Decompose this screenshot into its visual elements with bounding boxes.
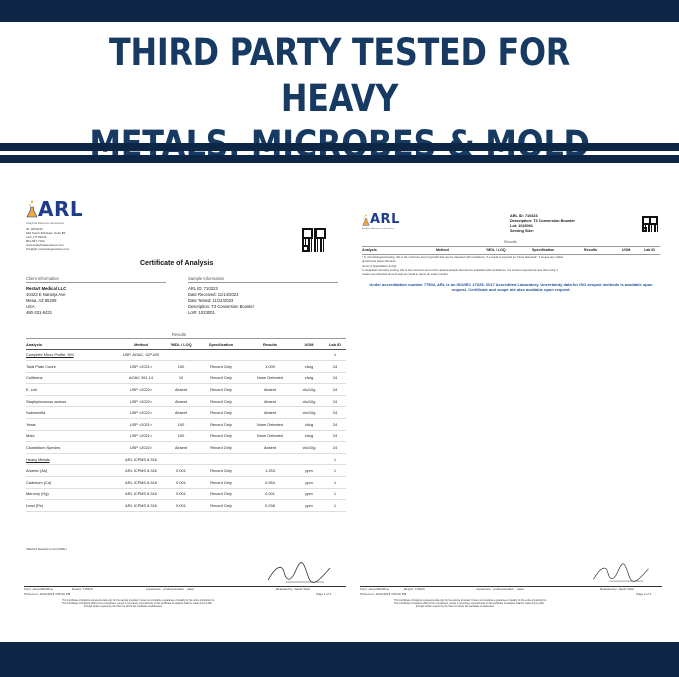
table-cell-analysis: Arsenic (As) <box>26 465 116 477</box>
table-cell-analysis: Staphylococcus aureus <box>26 395 116 407</box>
table-row <box>26 477 346 489</box>
table-cell-uom: ppm <box>294 477 324 489</box>
table-cell-mdl: 0.001 <box>166 477 196 489</box>
sample-heading: Sample Information <box>188 276 225 281</box>
table-cell-mdl: 100 <box>166 419 196 431</box>
table-row <box>26 430 346 442</box>
table-cell-spec: Record Only <box>196 372 246 384</box>
table-cell-spec: Record Only <box>196 477 246 489</box>
table-cell-uom: ppm <box>294 500 324 512</box>
flask-icon <box>26 200 38 218</box>
table-cell-spec: Record Only <box>196 407 246 419</box>
bottom-band <box>0 642 679 677</box>
table-cell-result: 0.001 <box>246 488 294 500</box>
headline-line-1: THIRD PARTY TESTED FOR HEAVY <box>108 31 570 120</box>
table-cell-method: ARL ICPMS 8.316 <box>116 500 166 512</box>
results-heading: Results <box>172 332 186 337</box>
table-cell-lab: 1 <box>324 500 346 512</box>
table-cell-method: USP <2022> <box>116 442 166 454</box>
table-cell-analysis: Total Plate Count <box>26 361 116 373</box>
table-row <box>26 465 346 477</box>
table-row <box>26 372 346 384</box>
table-cell-uom: cfu/10g <box>294 395 324 407</box>
table-cell-method: ARL ICPMS 8.316 <box>116 453 166 465</box>
table-row <box>26 361 346 373</box>
table-cell-mdl: Absent <box>166 407 196 419</box>
table-cell-method: ARL ICPMS 8.316 <box>116 488 166 500</box>
table-cell-result: Absent <box>246 384 294 396</box>
results-header-row: Analysis Method ¹MDL / LOQ Specification Results UOM Lab ID <box>26 341 346 349</box>
table-cell-result: Absent <box>246 407 294 419</box>
table-cell-result <box>246 349 294 361</box>
table-cell-mdl: Absent <box>166 395 196 407</box>
flask-icon <box>362 214 370 226</box>
table-cell-lab: 1 <box>324 465 346 477</box>
table-cell-mdl: Absent <box>166 384 196 396</box>
motto: experience · professionalism · value <box>146 587 195 591</box>
table-cell-lab: 24 <box>324 419 346 431</box>
table-cell-method: USP <2021> <box>116 430 166 442</box>
table-cell-method: USP <2022> <box>116 384 166 396</box>
table-cell-uom: cfu/10g <box>294 384 324 396</box>
table-cell-spec: Record Only <box>196 465 246 477</box>
table-cell-mdl: 100 <box>166 430 196 442</box>
table-cell-lab: 24 <box>324 407 346 419</box>
table-cell-mdl: Absent <box>166 442 196 454</box>
table-cell-analysis: Yeast <box>26 419 116 431</box>
document-title: Certificate of Analysis <box>140 260 214 267</box>
table-cell-analysis: Complete Micro Profile, HM <box>26 349 116 361</box>
table-cell-spec: Record Only <box>196 500 246 512</box>
results-table <box>26 341 346 512</box>
table-cell-uom: cfu/g <box>294 361 324 373</box>
released-by: Released by: Jacob Teller <box>276 587 311 591</box>
released-by: Released by: Jacob Teller <box>600 587 635 591</box>
arl-logo: ARL <box>362 214 400 226</box>
table-cell-lab: 24 <box>324 395 346 407</box>
table-cell-spec: Record Only <box>196 488 246 500</box>
logo-tagline: Analytical Resource Laboratories <box>26 222 65 225</box>
table-cell-spec: Record Only <box>196 395 246 407</box>
table-cell-method: USP <2021> <box>116 419 166 431</box>
table-cell-mdl <box>166 453 196 465</box>
table-cell-spec: Record Only <box>196 430 246 442</box>
accreditation-note: Under accreditation number 77504, ARL is an ISO/IEC 17025: 2017 Accredited Laboratory. Uncertainty data for ISO-scoped methods is available upon request. Certificate and scope are also available upon request. <box>369 282 653 293</box>
table-cell-uom: cfu/g <box>294 430 324 442</box>
table-cell-analysis: Cadmium (Cd) <box>26 477 116 489</box>
table-cell-mdl: 0.001 <box>166 500 196 512</box>
table-row <box>26 419 346 431</box>
table-cell-spec: Record Only <box>196 442 246 454</box>
table-cell-uom: cfu/g <box>294 419 324 431</box>
table-cell-analysis: Mercury (Hg) <box>26 488 116 500</box>
table-cell-lab: 1 <box>324 349 346 361</box>
results-heading: Results <box>504 240 517 244</box>
table-cell-result: None Detected <box>246 430 294 442</box>
table-cell-lab: 1 <box>324 488 346 500</box>
signature-icon <box>264 562 334 586</box>
table-cell-result: 1.253 <box>246 465 294 477</box>
report-id: Report: 710323 <box>404 587 425 591</box>
coa-page-2: ARL Analytical Resource Laboratories ARL ID: 710323 Description: T3 Conversion Booster Lot: 1023001 Serving Size: Results Analysis Method ¹MDL / LOQ Specification Results UOM Lab ID * In microbiological testing, this is the minimum level of growth that can be detected with confidence. If a result is reported as "None Detected", it means any visible growth was below this limit. ²Limit of Quantitation (LOQ) In analytical chemistry testing, this is the minimum level of the desired analyte that can be quantified with confidence. If a result is reported as less than LOQ, it means any detected amount was too small to report an exact number. Under accreditation number 77504, ARL is an ISO/IEC 17025: 2017 Accredited Laboratory. Uncertainty data for ISO-scoped methods is available upon request. Certificate and scope are also available upon request. Form: arlcoa031201a Report: 710323 experience · professionalism · value Released by: Jacob Teller Printed on: 11/21/2023 4:56:02 PM Page 2 of 2 This Certificate of Analysis represents data only for the sample provided. It does not constitute a guarantee of quality for the entire production lot. This Certificate of Analysis shall not be reproduced, except in its entirety. Amendments to this certificate of analysis shall be made only by ARL through written request by the Client to whom this certificate is addressed. <box>354 192 666 612</box>
table-cell-result: Absent <box>246 395 294 407</box>
table-cell-mdl: 0.001 <box>166 488 196 500</box>
table-cell-analysis: Clostridium Species <box>26 442 116 454</box>
table-cell-lab: 24 <box>324 442 346 454</box>
qr-code <box>302 228 326 252</box>
table-cell-uom <box>294 453 324 465</box>
table-cell-uom: ppm <box>294 465 324 477</box>
report-id: Report: 710323 <box>72 587 93 591</box>
table-cell-mdl: 0.001 <box>166 465 196 477</box>
table-cell-analysis: Coliforms <box>26 372 116 384</box>
motto: experience · professionalism · value <box>476 587 525 591</box>
divider-upper <box>0 143 679 151</box>
divider-lower <box>0 155 679 163</box>
table-cell-method: ARL ICPMS 8.316 <box>116 477 166 489</box>
table-cell-result: Absent <box>246 442 294 454</box>
arl-logo: ARL <box>26 200 83 218</box>
table-cell-spec <box>196 349 246 361</box>
table-cell-mdl <box>166 349 196 361</box>
table-cell-result <box>246 453 294 465</box>
table-row <box>26 453 346 465</box>
table-cell-lab: 1 <box>324 453 346 465</box>
table-row <box>26 395 346 407</box>
table-cell-uom <box>294 349 324 361</box>
form-id: Form: arlcoa031201a <box>24 587 53 591</box>
table-cell-result: 1,000 <box>246 361 294 373</box>
table-row <box>26 500 346 512</box>
table-cell-method: ARL ICPMS 8.316 <box>116 465 166 477</box>
table-cell-mdl: 100 <box>166 361 196 373</box>
page-number: Page 2 of 2 <box>636 592 652 596</box>
table-cell-uom: ppm <box>294 488 324 500</box>
table-cell-uom: cfu/10g <box>294 407 324 419</box>
table-cell-method: USP <2021> <box>116 361 166 373</box>
table-row <box>26 442 346 454</box>
table-cell-uom: cfu/10g <box>294 442 324 454</box>
printed-on: Printed on: 11/21/2023 4:56:02 PM <box>24 592 71 596</box>
signature-icon <box>590 562 652 586</box>
table-cell-result: None Detected <box>246 372 294 384</box>
mdl-footnote: ¹Method Detection Limit (MDL) <box>26 547 67 551</box>
table-cell-method: AOAC 991.14 <box>116 372 166 384</box>
coa-page-1: ARL Analytical Resource Laboratories ID: JR04233 626 South 300 East, Suite B3 Lehi, UT 84043 801-997-7722 www.analyticalresource.com info@arl-consultingservices.com Certificate of Analysis Client Information Sample Information Restart Medical LLC 10423 E Naranja Ave Mesa, AZ 85209 USA 480-331-8431 ARL ID: 710323 Date Received: 11/14/2023 Date Tested: 11/21/2023 Description: T3 Conversion Booster Lot#: 1023001 Results Analysis Method ¹MDL / LOQ Specification Results UOM Lab ID Complete Micro Profile, HM USP, AOAC, ICP-MS 1 Total Plate Count USP <2021> 100 Record Only 1,000 cfu/g 24 Coliforms AOAC 991.14 10 Record Only None Detected cfu/g 24 E. coli USP <2022> Absent Record Only Absent cfu/10g 24 Staphylococcus aureus USP <2022> Absent Record Only Absent cfu/10g 24 Salmonella USP <2022> Absent Record Only Absent cfu/10g 24 Yeast USP <2021> 100 Record Only None Detected cfu/g 24 Mold USP <2021> 100 Record Only None Detected cfu/g 24 Clostridium Species USP <2022> Absent Record Only Absent cfu/10g 24 Heavy Metals ARL ICPMS 8.316 1 Arsenic (As) ARL ICPMS 8.316 0.001 Record Only 1.253 ppm 1 Cadmium (Cd) ARL ICPMS 8.316 0.001 Record Only 0.054 ppm 1 Mercury (Hg) ARL ICPMS 8.316 0.001 Record Only 0.001 ppm 1 Lead (Pb) ARL ICPMS 8.316 0.001 Record Only 0.298 ppm 1 ¹Method Detection Limit (MDL) Form: arlcoa031201a Report: 710323 experience · professionalism · value Released by: Jacob Teller Printed on: 11/21/2023 4:56:02 PM Page 1 of 2 This Certificate of Analysis represents data only for the sample provided. It does not constitute a guarantee of quality for the entire production lot. This Certificate of Analysis shall not be reproduced, except in its entirety. Amendments to this certificate of analysis shall be made only by ARL through written request by the Client to whom this certificate is addressed. <box>14 192 350 612</box>
table-cell-result: 0.298 <box>246 500 294 512</box>
table-row <box>26 349 346 361</box>
table-cell-mdl: 10 <box>166 372 196 384</box>
table-cell-lab: 24 <box>324 430 346 442</box>
table-cell-method: USP, AOAC, ICP-MS <box>116 349 166 361</box>
table-cell-analysis: Salmonella <box>26 407 116 419</box>
table-cell-spec: Record Only <box>196 419 246 431</box>
table-cell-analysis: E. coli <box>26 384 116 396</box>
table-cell-uom: cfu/g <box>294 372 324 384</box>
client-heading: Client Information <box>26 276 59 281</box>
printed-on: Printed on: 11/21/2023 4:56:02 PM <box>360 592 407 596</box>
qr-code <box>642 216 658 232</box>
table-cell-analysis: Lead (Pb) <box>26 500 116 512</box>
table-cell-analysis: Heavy Metals <box>26 453 116 465</box>
table-cell-spec: Record Only <box>196 384 246 396</box>
table-cell-lab: 1 <box>324 477 346 489</box>
table-cell-lab: 24 <box>324 384 346 396</box>
table-cell-method: USP <2022> <box>116 395 166 407</box>
table-cell-lab: 24 <box>324 372 346 384</box>
table-cell-lab: 24 <box>324 361 346 373</box>
table-row <box>26 407 346 419</box>
table-cell-result: None Detected <box>246 419 294 431</box>
table-cell-result: 0.054 <box>246 477 294 489</box>
table-cell-spec <box>196 453 246 465</box>
table-row <box>26 384 346 396</box>
logo-tagline: Analytical Resource Laboratories <box>362 228 395 230</box>
top-band <box>0 0 679 22</box>
form-id: Form: arlcoa031201a <box>360 587 389 591</box>
table-cell-method: USP <2022> <box>116 407 166 419</box>
table-cell-spec: Record Only <box>196 361 246 373</box>
table-row <box>26 488 346 500</box>
table-cell-analysis: Mold <box>26 430 116 442</box>
page-number: Page 1 of 2 <box>316 592 332 596</box>
